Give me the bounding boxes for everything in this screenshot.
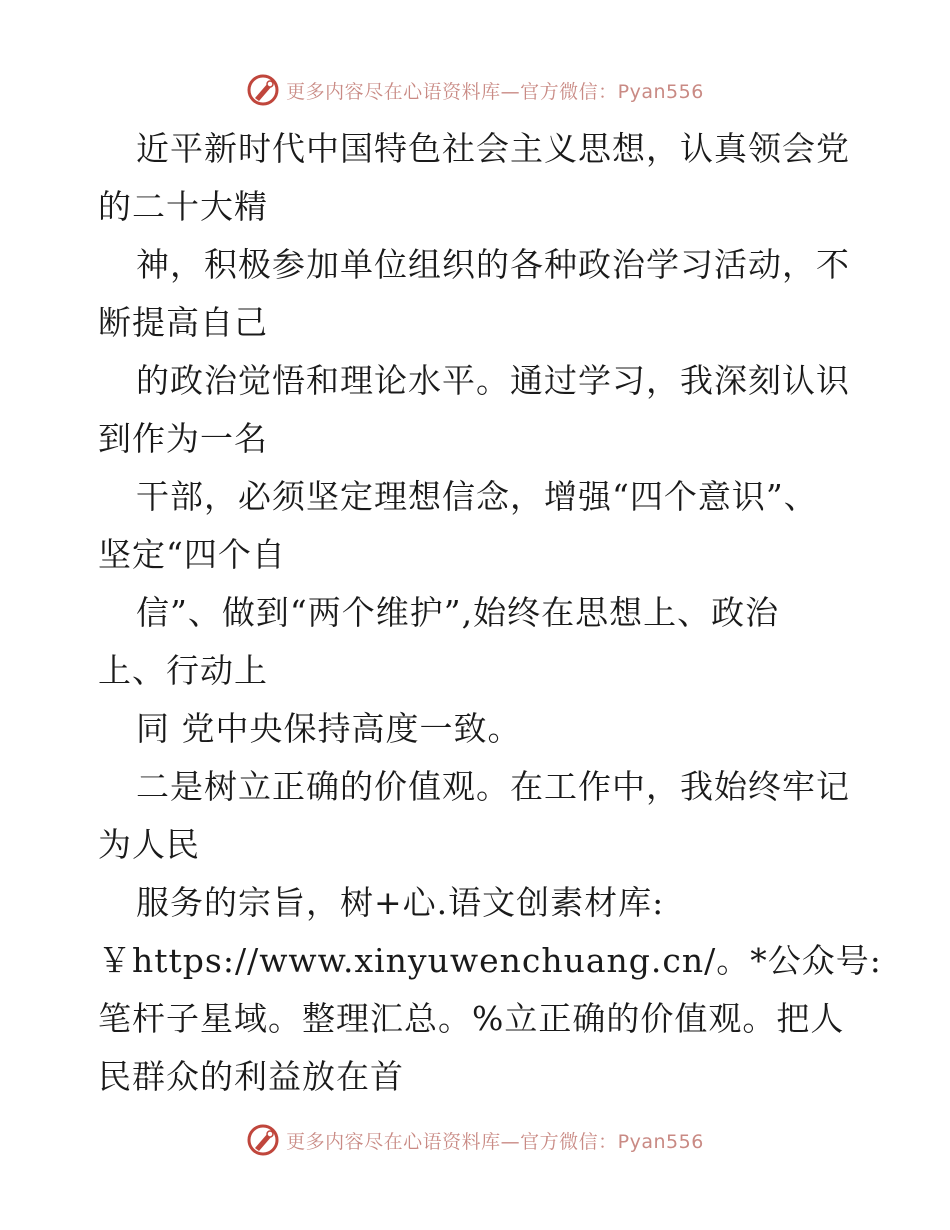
- text-line: 上、行动上: [98, 651, 268, 690]
- text-line: 干部，必须坚定理想信念，增强“四个意识”、: [136, 477, 818, 516]
- text-line: 笔杆子星域。整理汇总。%立正确的价值观。把人: [98, 999, 845, 1038]
- watermark-footer: [0, 1120, 950, 1160]
- text-line: 的二十大精: [98, 187, 268, 226]
- pen-logo-icon: [246, 1123, 280, 1157]
- text-line: 近平新时代中国特色社会主义思想，认真领会党: [136, 129, 850, 168]
- text-line: 断提高自己: [98, 303, 268, 342]
- text-line: ￥https://www.xinyuwenchuang.cn/。*公众号:: [98, 941, 882, 980]
- text-line: 坚定“四个自: [98, 535, 286, 574]
- text-line: 到作为一名: [98, 419, 268, 458]
- text-line: 民群众的利益放在首: [98, 1057, 404, 1096]
- watermark-text: 更多内容尽在心语资料库—官方微信：Pyan556: [286, 80, 704, 103]
- text-line: 同 党中央保持高度一致。: [136, 709, 522, 748]
- watermark-header: [0, 70, 950, 110]
- text-line: 的政治觉悟和理论水平。通过学习，我深刻认识: [136, 361, 850, 400]
- document-body: [98, 120, 882, 1106]
- text-line: 为人民: [98, 825, 200, 864]
- text-line: 信”、做到“两个维护”,始终在思想上、政治: [136, 593, 780, 632]
- watermark-text: 更多内容尽在心语资料库—官方微信：Pyan556: [286, 1130, 704, 1153]
- text-line: 服务的宗旨，树+心.语文创素材库:: [136, 883, 665, 922]
- text-line: 二是树立正确的价值观。在工作中，我始终牢记: [136, 767, 850, 806]
- text-line: 神，积极参加单位组织的各种政治学习活动，不: [136, 245, 850, 284]
- pen-logo-icon: [246, 73, 280, 107]
